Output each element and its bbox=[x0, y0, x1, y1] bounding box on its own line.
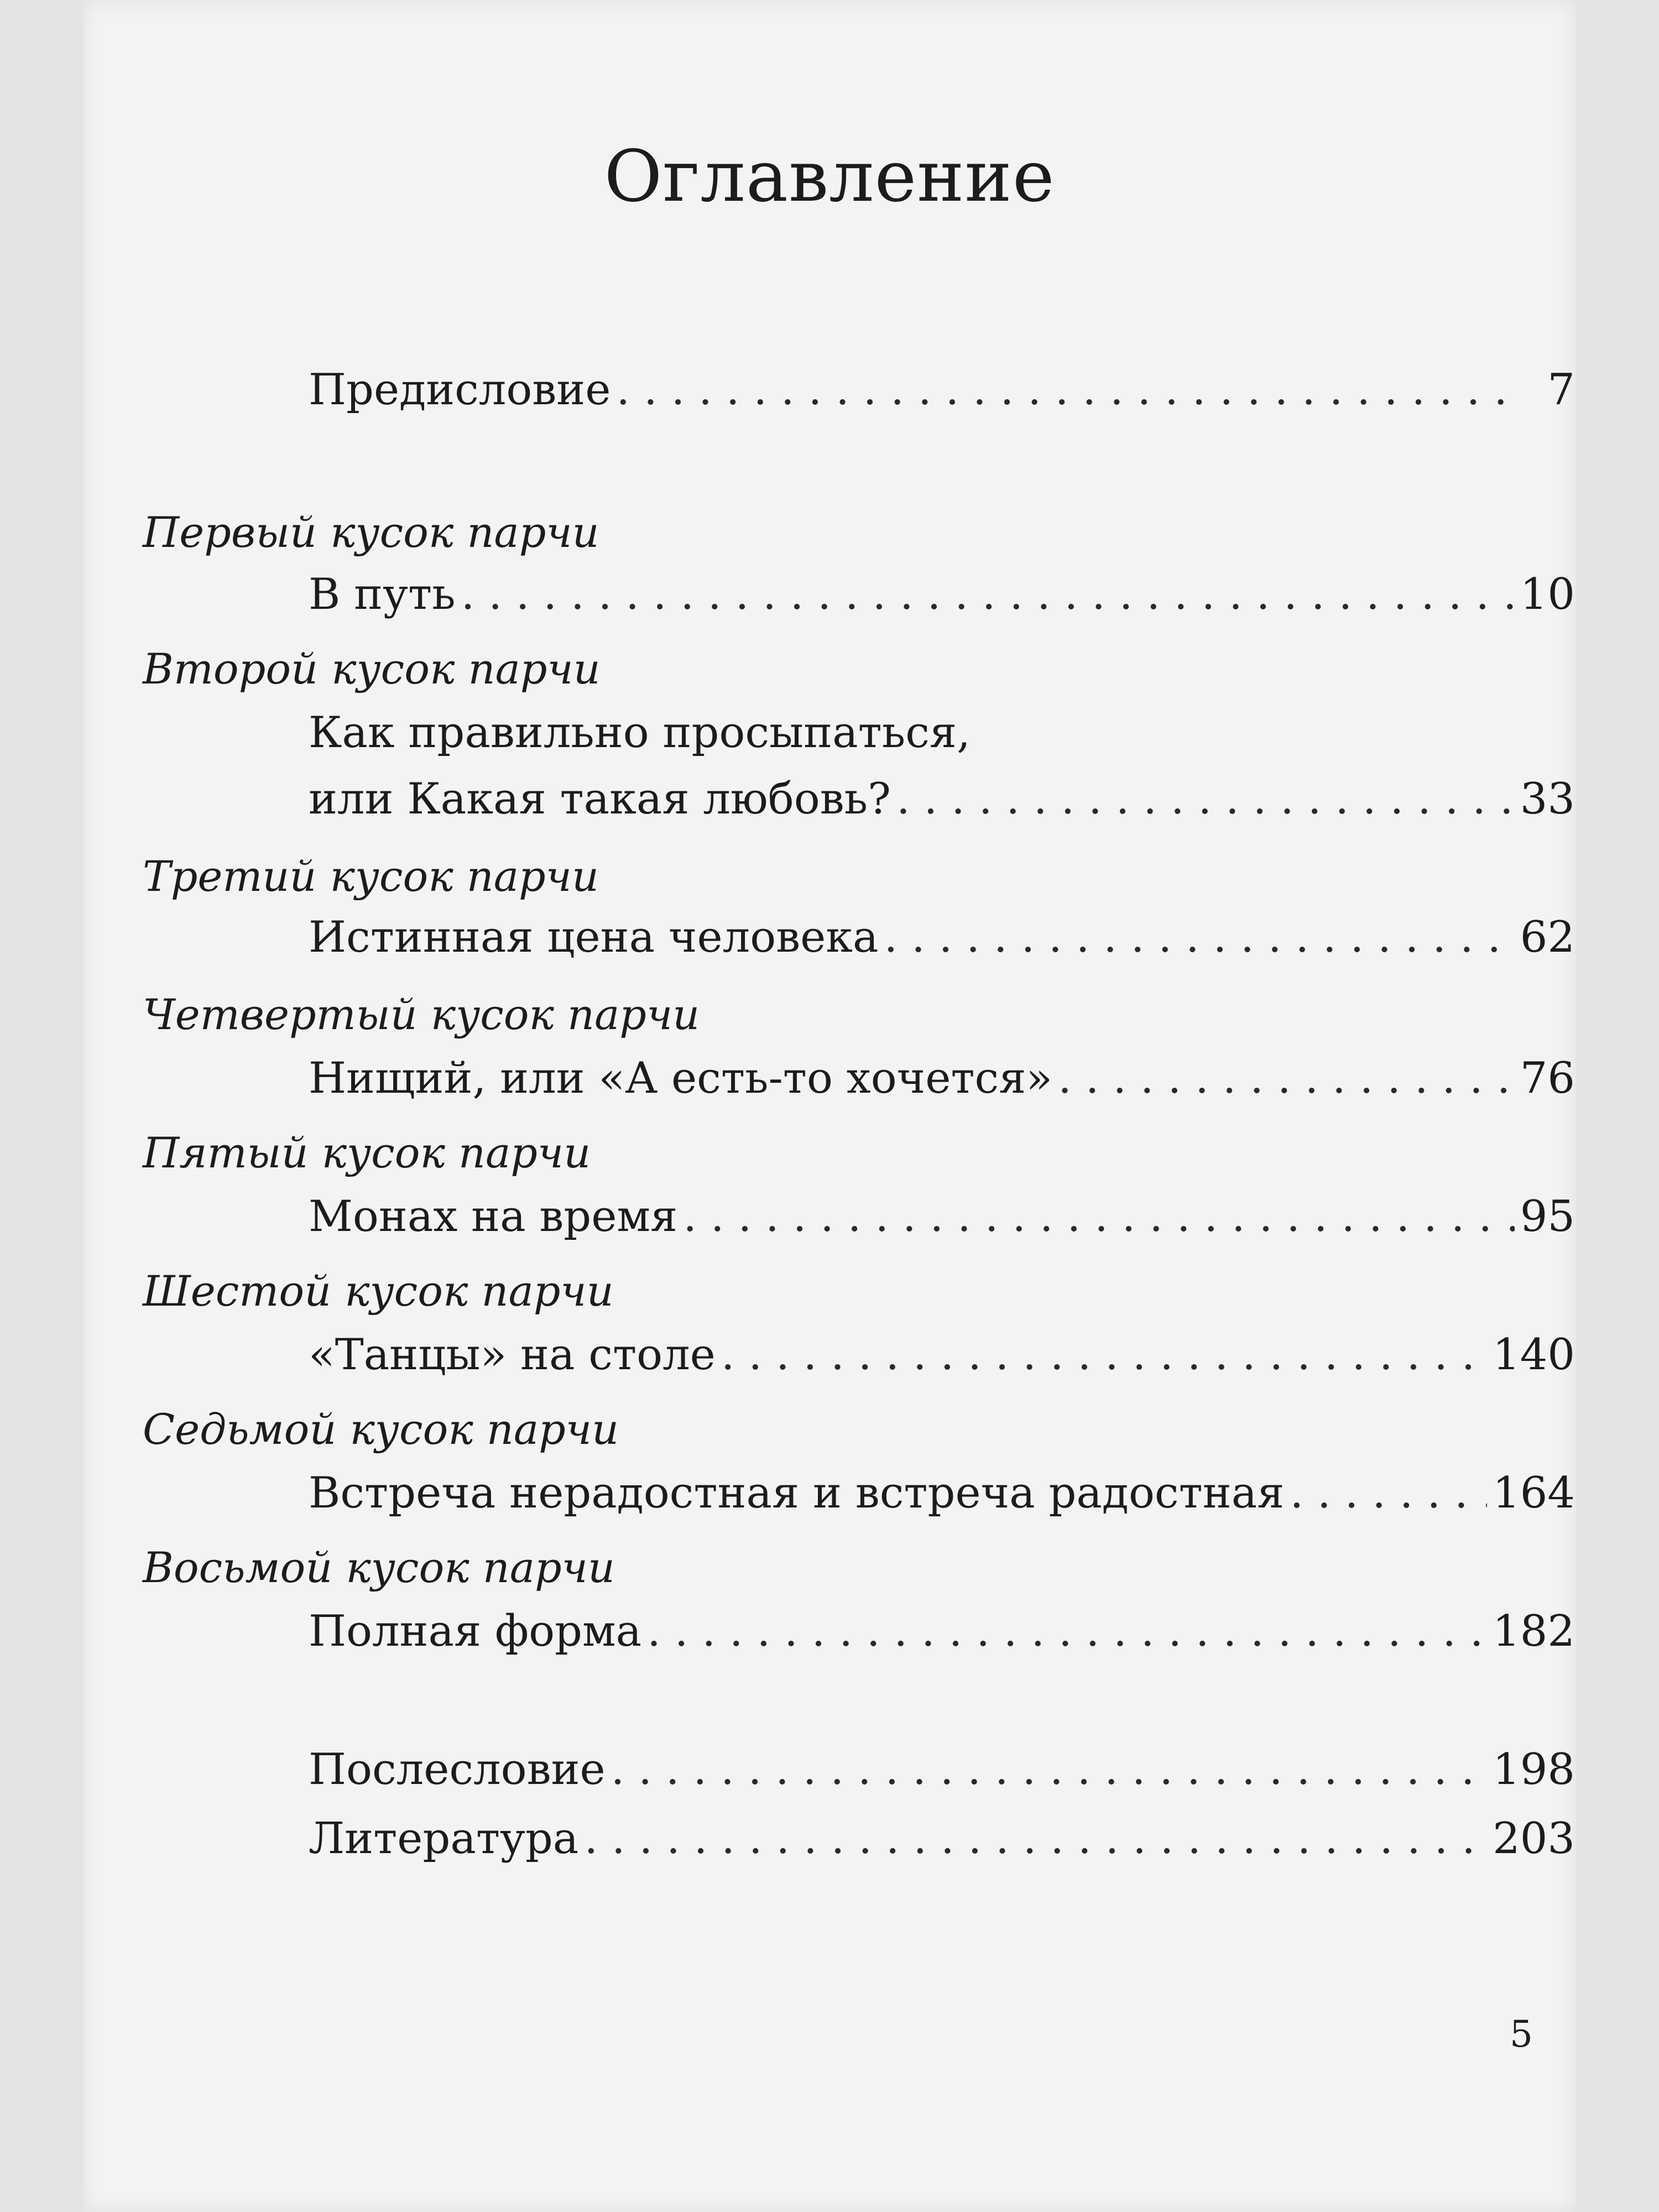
toc-page-number: 7 bbox=[1547, 365, 1575, 415]
toc-section-7: Седьмой кусок парчи bbox=[143, 1405, 619, 1454]
toc-entry-preface bbox=[309, 365, 1575, 420]
toc-entry-afterword bbox=[309, 1745, 1575, 1800]
toc-entry-text: В путь bbox=[309, 570, 456, 619]
toc-entry-text: Встреча нерадостная и встреча радостная bbox=[309, 1468, 1285, 1518]
toc-section-5: Пятый кусок парчи bbox=[143, 1128, 591, 1177]
toc-entry-literature bbox=[309, 1814, 1575, 1869]
leader-dots bbox=[584, 1814, 1487, 1864]
leader-dots bbox=[1058, 1053, 1515, 1103]
toc-section-1: Первый кусок парчи bbox=[143, 508, 599, 557]
toc-section-2: Второй кусок парчи bbox=[143, 644, 601, 693]
toc-entry-text: Послесловие bbox=[309, 1745, 606, 1794]
toc-entry-text: Литература bbox=[309, 1814, 579, 1864]
toc-page-number: 62 bbox=[1520, 912, 1575, 962]
toc-page-number: 10 bbox=[1520, 570, 1575, 619]
leader-dots bbox=[896, 774, 1515, 824]
toc-entry-text: «Танцы» на столе bbox=[309, 1330, 716, 1380]
toc-entry-text: Истинная цена человека bbox=[309, 912, 879, 962]
leader-dots bbox=[1290, 1468, 1487, 1518]
toc-entry-text: или Какая такая любовь? bbox=[309, 774, 891, 824]
leader-dots bbox=[616, 365, 1520, 415]
toc-entry-text: Полная форма bbox=[309, 1606, 642, 1656]
leader-dots bbox=[721, 1330, 1487, 1380]
toc-page-number: 95 bbox=[1520, 1192, 1575, 1241]
toc-entry-4 bbox=[309, 1053, 1575, 1109]
leader-dots bbox=[647, 1606, 1487, 1656]
page-title: Оглавление bbox=[604, 135, 1055, 218]
toc-page-number: 140 bbox=[1493, 1330, 1575, 1380]
toc-entry-8 bbox=[309, 1606, 1575, 1662]
leader-dots bbox=[611, 1745, 1487, 1794]
toc-section-4: Четвертый кусок парчи bbox=[143, 990, 700, 1039]
toc-entry-5 bbox=[309, 1192, 1575, 1247]
toc-page-number: 182 bbox=[1493, 1606, 1575, 1656]
toc-entry-1 bbox=[309, 570, 1575, 625]
page-number: 5 bbox=[1510, 2013, 1533, 2056]
leader-dots bbox=[884, 912, 1515, 962]
toc-page-number: 203 bbox=[1493, 1814, 1575, 1864]
leader-dots bbox=[461, 570, 1515, 619]
leader-dots bbox=[683, 1192, 1514, 1241]
toc-section-3: Третий кусок парчи bbox=[143, 852, 599, 901]
toc-entry-text: Монах на время bbox=[309, 1192, 678, 1241]
toc-entry-7 bbox=[309, 1468, 1575, 1524]
toc-entry-text: Нищий, или «А есть-то хочется» bbox=[309, 1053, 1053, 1103]
toc-page-number: 198 bbox=[1493, 1745, 1575, 1794]
toc-page-number: 76 bbox=[1520, 1053, 1575, 1103]
book-page bbox=[83, 0, 1576, 2212]
toc-entry-2 bbox=[309, 774, 1575, 830]
toc-section-6: Шестой кусок парчи bbox=[143, 1266, 614, 1316]
toc-entry-text: Предисловие bbox=[309, 365, 611, 415]
toc-entry-2-line1: Как правильно просыпаться, bbox=[309, 708, 971, 758]
toc-page-number: 164 bbox=[1493, 1468, 1575, 1518]
toc-page-number: 33 bbox=[1520, 774, 1575, 824]
toc-section-8: Восьмой кусок парчи bbox=[143, 1543, 615, 1592]
toc-entry-6 bbox=[309, 1330, 1575, 1385]
toc-entry-3 bbox=[309, 912, 1575, 968]
